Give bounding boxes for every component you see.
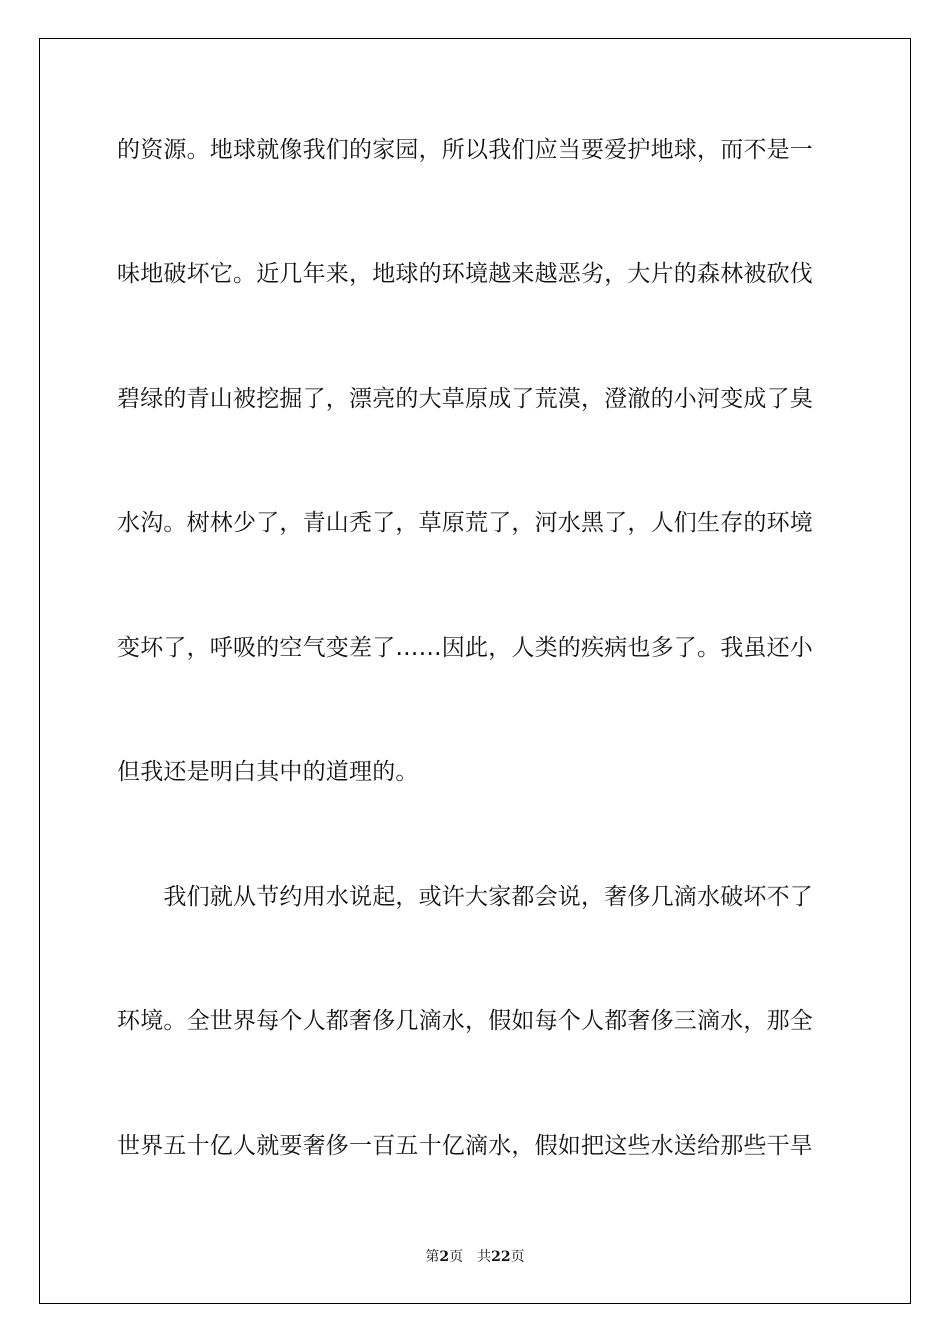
body-text-line: 世界五十亿人就要奢侈一百五十亿滴水，假如把这些水送给那些干旱 (117, 1133, 813, 1159)
page-footer (0, 1246, 950, 1266)
page-suffix: 页 (449, 1249, 464, 1265)
body-text-line: 碧绿的青山被挖掘了，漂亮的大草原成了荒漠，澄澈的小河变成了臭 (117, 386, 813, 412)
body-text-line: 水沟。树林少了，青山秃了，草原荒了，河水黑了，人们生存的环境 (117, 510, 813, 536)
total-prefix: 共 (477, 1249, 492, 1265)
page-number: 2 (439, 1249, 450, 1265)
body-text-line: 味地破坏它。近几年来，地球的环境越来越恶劣，大片的森林被砍伐 (117, 261, 813, 287)
page-prefix: 第 (425, 1249, 440, 1265)
body-text-line: 的资源。地球就像我们的家园，所以我们应当要爱护地球，而不是一 (117, 137, 813, 163)
body-text-line: 环境。全世界每个人都奢侈几滴水，假如每个人都奢侈三滴水，那全 (117, 1008, 813, 1034)
body-text-line: 但我还是明白其中的道理的。 (117, 759, 419, 785)
page-border (39, 38, 911, 1304)
body-text-line: 我们就从节约用水说起，或许大家都会说，奢侈几滴水破坏不了 (117, 884, 813, 910)
total-suffix: 页 (510, 1249, 525, 1265)
body-text-line: 变坏了，呼吸的空气变差了……因此，人类的疾病也多了。我虽还小 (117, 635, 813, 661)
total-pages: 22 (491, 1249, 511, 1265)
